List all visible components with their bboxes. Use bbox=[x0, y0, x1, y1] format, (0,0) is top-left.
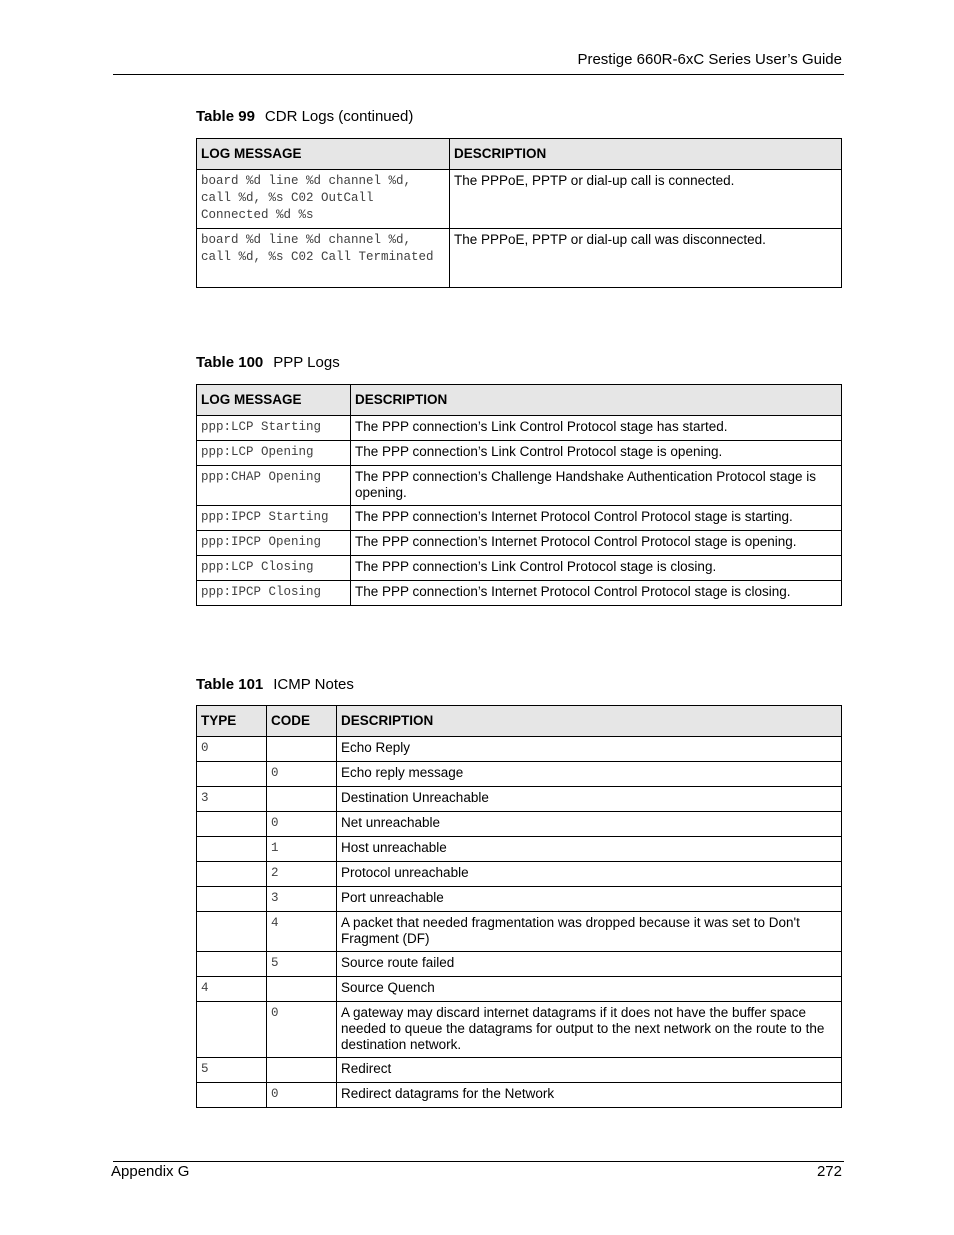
table-row bbox=[197, 581, 842, 606]
description-cell: The PPP connection’s Internet Protocol Control Protocol stage is starting. bbox=[351, 506, 842, 531]
code-cell bbox=[267, 787, 337, 812]
description-cell: The PPP connection’s Challenge Handshake Authentication Protocol stage is opening. bbox=[351, 466, 842, 506]
description-cell: The PPP connection’s Internet Protocol Control Protocol stage is closing. bbox=[351, 581, 842, 606]
type-cell bbox=[197, 1083, 267, 1108]
table-100-ppp-logs bbox=[196, 384, 842, 606]
table-101-caption-number: Table 101 bbox=[196, 676, 264, 693]
description-cell: Source route failed bbox=[337, 952, 842, 977]
log-message-cell: ppp:LCP Opening bbox=[197, 441, 351, 466]
table-row bbox=[197, 229, 842, 288]
code-cell: 5 bbox=[267, 952, 337, 977]
table-row bbox=[197, 556, 842, 581]
column-header-description: DESCRIPTION bbox=[337, 706, 842, 737]
table-99-caption-number: Table 99 bbox=[196, 108, 255, 125]
description-cell: Redirect datagrams for the Network bbox=[337, 1083, 842, 1108]
column-header-log-message: LOG MESSAGE bbox=[197, 139, 450, 170]
type-cell bbox=[197, 837, 267, 862]
table-row bbox=[197, 506, 842, 531]
code-cell bbox=[267, 737, 337, 762]
description-cell: Host unreachable bbox=[337, 837, 842, 862]
table-99-caption bbox=[196, 108, 413, 125]
table-100-caption-text: PPP Logs bbox=[273, 354, 340, 371]
column-header-description: DESCRIPTION bbox=[450, 139, 842, 170]
table-header-row bbox=[197, 706, 842, 737]
type-cell bbox=[197, 912, 267, 952]
log-message-cell: board %d line %d channel %d, call %d, %s C02 OutCall Connected %d %s bbox=[197, 170, 450, 229]
description-cell: Protocol unreachable bbox=[337, 862, 842, 887]
description-cell: Redirect bbox=[337, 1058, 842, 1083]
code-cell: 0 bbox=[267, 1083, 337, 1108]
description-cell: A gateway may discard internet datagrams if it does not have the buffer space needed to queue the datagrams for output to the next network on the route to the destination network. bbox=[337, 1002, 842, 1058]
table-101-caption-text: ICMP Notes bbox=[273, 676, 354, 693]
table-header-row bbox=[197, 385, 842, 416]
table-row bbox=[197, 416, 842, 441]
type-cell bbox=[197, 862, 267, 887]
column-header-type: TYPE bbox=[197, 706, 267, 737]
running-header-title: Prestige 660R-6xC Series User’s Guide bbox=[577, 51, 842, 68]
description-cell: Destination Unreachable bbox=[337, 787, 842, 812]
description-cell: The PPPoE, PPTP or dial-up call was disconnected. bbox=[450, 229, 842, 288]
table-99-cdr-logs bbox=[196, 138, 842, 288]
type-cell bbox=[197, 812, 267, 837]
code-cell: 2 bbox=[267, 862, 337, 887]
footer-section-label: Appendix G bbox=[111, 1163, 190, 1180]
footer-rule bbox=[113, 1161, 844, 1162]
code-cell: 0 bbox=[267, 812, 337, 837]
description-cell: The PPP connection’s Internet Protocol Control Protocol stage is opening. bbox=[351, 531, 842, 556]
description-cell: Echo reply message bbox=[337, 762, 842, 787]
log-message-cell: ppp:IPCP Starting bbox=[197, 506, 351, 531]
table-row bbox=[197, 787, 842, 812]
description-cell: Port unreachable bbox=[337, 887, 842, 912]
table-row bbox=[197, 977, 842, 1002]
table-row bbox=[197, 812, 842, 837]
table-100-caption bbox=[196, 354, 340, 371]
table-101-caption bbox=[196, 676, 354, 693]
header-rule bbox=[113, 74, 844, 75]
type-cell: 4 bbox=[197, 977, 267, 1002]
description-cell: A packet that needed fragmentation was dropped because it was set to Don't Fragment (DF) bbox=[337, 912, 842, 952]
table-row bbox=[197, 762, 842, 787]
log-message-cell: ppp:IPCP Closing bbox=[197, 581, 351, 606]
table-99-caption-text: CDR Logs (continued) bbox=[264, 108, 414, 125]
description-cell: The PPP connection’s Link Control Protocol stage has started. bbox=[351, 416, 842, 441]
type-cell: 0 bbox=[197, 737, 267, 762]
table-row bbox=[197, 1083, 842, 1108]
type-cell bbox=[197, 952, 267, 977]
table-100-caption-number: Table 100 bbox=[196, 354, 264, 371]
description-cell: Net unreachable bbox=[337, 812, 842, 837]
table-row bbox=[197, 441, 842, 466]
table-row bbox=[197, 737, 842, 762]
column-header-description: DESCRIPTION bbox=[351, 385, 842, 416]
log-message-cell: ppp:CHAP Opening bbox=[197, 466, 351, 506]
table-header-row bbox=[197, 139, 842, 170]
code-cell: 1 bbox=[267, 837, 337, 862]
log-message-cell: ppp:IPCP Opening bbox=[197, 531, 351, 556]
table-row bbox=[197, 887, 842, 912]
table-row bbox=[197, 1002, 842, 1058]
type-cell bbox=[197, 762, 267, 787]
column-header-code: CODE bbox=[267, 706, 337, 737]
table-row bbox=[197, 170, 842, 229]
table-row bbox=[197, 837, 842, 862]
type-cell: 5 bbox=[197, 1058, 267, 1083]
table-row bbox=[197, 862, 842, 887]
code-cell: 3 bbox=[267, 887, 337, 912]
code-cell: 0 bbox=[267, 1002, 337, 1058]
description-cell: The PPP connection’s Link Control Protocol stage is opening. bbox=[351, 441, 842, 466]
description-cell: The PPP connection’s Link Control Protocol stage is closing. bbox=[351, 556, 842, 581]
code-cell: 4 bbox=[267, 912, 337, 952]
description-cell: Source Quench bbox=[337, 977, 842, 1002]
type-cell: 3 bbox=[197, 787, 267, 812]
table-row bbox=[197, 912, 842, 952]
code-cell bbox=[267, 1058, 337, 1083]
log-message-cell: ppp:LCP Starting bbox=[197, 416, 351, 441]
table-row bbox=[197, 531, 842, 556]
log-message-cell: board %d line %d channel %d, call %d, %s C02 Call Terminated bbox=[197, 229, 450, 288]
log-message-cell: ppp:LCP Closing bbox=[197, 556, 351, 581]
table-row bbox=[197, 952, 842, 977]
description-cell: Echo Reply bbox=[337, 737, 842, 762]
type-cell bbox=[197, 1002, 267, 1058]
code-cell: 0 bbox=[267, 762, 337, 787]
description-cell: The PPPoE, PPTP or dial-up call is connected. bbox=[450, 170, 842, 229]
type-cell bbox=[197, 887, 267, 912]
page-number: 272 bbox=[816, 1163, 842, 1180]
table-101-icmp-notes bbox=[196, 705, 842, 1108]
table-row bbox=[197, 1058, 842, 1083]
column-header-log-message: LOG MESSAGE bbox=[197, 385, 351, 416]
code-cell bbox=[267, 977, 337, 1002]
table-row bbox=[197, 466, 842, 506]
